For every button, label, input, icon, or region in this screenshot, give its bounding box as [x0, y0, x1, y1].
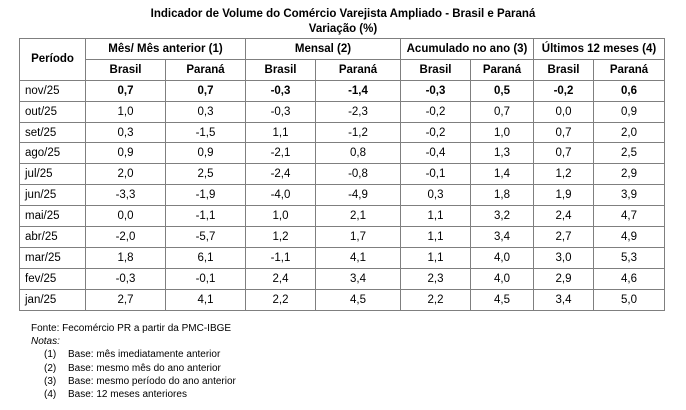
value-cell: 4,7 — [594, 206, 665, 227]
value-cell: 2,4 — [246, 268, 316, 289]
value-cell: 1,0 — [86, 101, 166, 122]
period-cell: jun/25 — [20, 185, 86, 206]
value-cell: 1,1 — [401, 227, 471, 248]
value-cell: 2,4 — [534, 206, 594, 227]
table-row — [20, 206, 665, 227]
value-cell: -1,4 — [316, 80, 401, 101]
notes-title: Notas: — [31, 336, 60, 348]
value-cell: 1,0 — [246, 206, 316, 227]
value-cell: 3,4 — [471, 227, 534, 248]
value-cell: 1,2 — [246, 227, 316, 248]
value-cell: 6,1 — [166, 247, 246, 268]
value-cell: 2,0 — [594, 122, 665, 143]
value-cell: 2,0 — [86, 164, 166, 185]
table-row — [20, 101, 665, 122]
sub-header: Paraná — [471, 59, 534, 80]
note-number: (4) — [44, 389, 57, 401]
value-cell: 0,9 — [86, 143, 166, 164]
value-cell: -0,3 — [246, 80, 316, 101]
value-cell: 1,1 — [401, 206, 471, 227]
value-cell: -0,2 — [534, 80, 594, 101]
value-cell: 0,3 — [86, 122, 166, 143]
note-text: Base: 12 meses anteriores — [68, 389, 187, 401]
value-cell: -1,9 — [166, 185, 246, 206]
value-cell: 4,5 — [316, 289, 401, 310]
value-cell: 0,5 — [471, 80, 534, 101]
table-row — [20, 289, 665, 310]
value-cell: -0,2 — [401, 101, 471, 122]
period-header: Período — [20, 39, 86, 81]
group-header-month: Mês/ Mês anterior (1) — [86, 39, 246, 60]
group-header-ytd: Acumulado no ano (3) — [401, 39, 534, 60]
sub-header: Paraná — [594, 59, 665, 80]
table-body — [20, 80, 665, 310]
value-cell: 0,7 — [166, 80, 246, 101]
value-cell: 5,3 — [594, 247, 665, 268]
group-header-monthly: Mensal (2) — [246, 39, 401, 60]
value-cell: -0,3 — [246, 101, 316, 122]
value-cell: -2,1 — [246, 143, 316, 164]
note-text: Base: mês imediatamente anterior — [68, 349, 221, 361]
period-cell: set/25 — [20, 122, 86, 143]
value-cell: -3,3 — [86, 185, 166, 206]
value-cell: -0,3 — [401, 80, 471, 101]
value-cell: 1,1 — [246, 122, 316, 143]
value-cell: 3,9 — [594, 185, 665, 206]
value-cell: 2,7 — [534, 227, 594, 248]
note-item — [31, 375, 236, 388]
period-cell: nov/25 — [20, 80, 86, 101]
value-cell: -0,8 — [316, 164, 401, 185]
value-cell: -4,9 — [316, 185, 401, 206]
sub-header: Paraná — [316, 59, 401, 80]
value-cell: 0,3 — [401, 185, 471, 206]
note-item — [31, 348, 236, 361]
value-cell: 4,0 — [471, 268, 534, 289]
value-cell: -1,1 — [246, 247, 316, 268]
value-cell: 2,2 — [246, 289, 316, 310]
value-cell: 4,6 — [594, 268, 665, 289]
table-row — [20, 185, 665, 206]
value-cell: -0,1 — [166, 268, 246, 289]
source-note: Fonte: Fecomércio PR a partir da PMC-IBGE — [31, 323, 232, 334]
period-cell: jan/25 — [20, 289, 86, 310]
value-cell: -2,4 — [246, 164, 316, 185]
footer — [31, 322, 236, 401]
note-text: Base: mesmo período do ano anterior — [68, 375, 236, 387]
group-header-12m: Últimos 12 meses (4) — [534, 39, 665, 60]
period-cell: mar/25 — [20, 247, 86, 268]
value-cell: 0,7 — [471, 101, 534, 122]
value-cell: 1,0 — [471, 122, 534, 143]
period-cell: jul/25 — [20, 164, 86, 185]
value-cell: 2,1 — [316, 206, 401, 227]
value-cell: 0,3 — [166, 101, 246, 122]
period-cell: out/25 — [20, 101, 86, 122]
value-cell: 0,7 — [534, 143, 594, 164]
sub-header: Brasil — [246, 59, 316, 80]
table-row — [20, 268, 665, 289]
sub-header: Brasil — [86, 59, 166, 80]
value-cell: 4,5 — [471, 289, 534, 310]
table-row — [20, 122, 665, 143]
table-row — [20, 164, 665, 185]
value-cell: -4,0 — [246, 185, 316, 206]
period-cell: ago/25 — [20, 143, 86, 164]
note-number: (3) — [44, 375, 57, 387]
table-row — [20, 80, 665, 101]
value-cell: 3,0 — [534, 247, 594, 268]
value-cell: -1,2 — [316, 122, 401, 143]
value-cell: 3,4 — [534, 289, 594, 310]
value-cell: 2,9 — [534, 268, 594, 289]
data-table — [19, 38, 665, 311]
value-cell: 0,0 — [86, 206, 166, 227]
table-row — [20, 247, 665, 268]
note-number: (2) — [44, 362, 57, 374]
value-cell: 2,9 — [594, 164, 665, 185]
value-cell: -2,0 — [86, 227, 166, 248]
value-cell: -0,4 — [401, 143, 471, 164]
value-cell: 3,2 — [471, 206, 534, 227]
value-cell: -0,1 — [401, 164, 471, 185]
value-cell: 4,1 — [316, 247, 401, 268]
value-cell: 0,6 — [594, 80, 665, 101]
value-cell: 2,7 — [86, 289, 166, 310]
value-cell: -1,1 — [166, 206, 246, 227]
value-cell: 2,5 — [594, 143, 665, 164]
value-cell: 1,4 — [471, 164, 534, 185]
value-cell: 0,9 — [594, 101, 665, 122]
period-cell: abr/25 — [20, 227, 86, 248]
value-cell: 1,8 — [86, 247, 166, 268]
value-cell: -2,3 — [316, 101, 401, 122]
note-text: Base: mesmo mês do ano anterior — [68, 362, 221, 374]
value-cell: 3,4 — [316, 268, 401, 289]
sub-header: Brasil — [534, 59, 594, 80]
sub-header: Brasil — [401, 59, 471, 80]
value-cell: -5,7 — [166, 227, 246, 248]
value-cell: 0,7 — [86, 80, 166, 101]
value-cell: 0,7 — [534, 122, 594, 143]
table-row — [20, 143, 665, 164]
value-cell: 1,1 — [401, 247, 471, 268]
value-cell: 0,9 — [166, 143, 246, 164]
header-row-regions — [20, 59, 665, 80]
value-cell: 0,8 — [316, 143, 401, 164]
note-item — [31, 388, 236, 401]
value-cell: 1,2 — [534, 164, 594, 185]
period-cell: mai/25 — [20, 206, 86, 227]
value-cell: 2,2 — [401, 289, 471, 310]
value-cell: 2,5 — [166, 164, 246, 185]
note-number: (1) — [44, 349, 57, 361]
value-cell: 1,8 — [471, 185, 534, 206]
value-cell: 1,7 — [316, 227, 401, 248]
note-item — [31, 362, 236, 375]
value-cell: -0,3 — [86, 268, 166, 289]
value-cell: 4,9 — [594, 227, 665, 248]
value-cell: 4,1 — [166, 289, 246, 310]
value-cell: 2,3 — [401, 268, 471, 289]
report-title: Indicador de Volume do Comércio Varejista Ampliado - Brasil e Paraná — [150, 8, 536, 20]
header-row-groups — [20, 39, 665, 60]
value-cell: -1,5 — [166, 122, 246, 143]
value-cell: 5,0 — [594, 289, 665, 310]
value-cell: 1,3 — [471, 143, 534, 164]
value-cell: 0,0 — [534, 101, 594, 122]
value-cell: 4,0 — [471, 247, 534, 268]
sub-header: Paraná — [166, 59, 246, 80]
report-subtitle: Variação (%) — [308, 23, 378, 35]
period-cell: fev/25 — [20, 268, 86, 289]
value-cell: 1,9 — [534, 185, 594, 206]
table-row — [20, 227, 665, 248]
value-cell: -0,2 — [401, 122, 471, 143]
